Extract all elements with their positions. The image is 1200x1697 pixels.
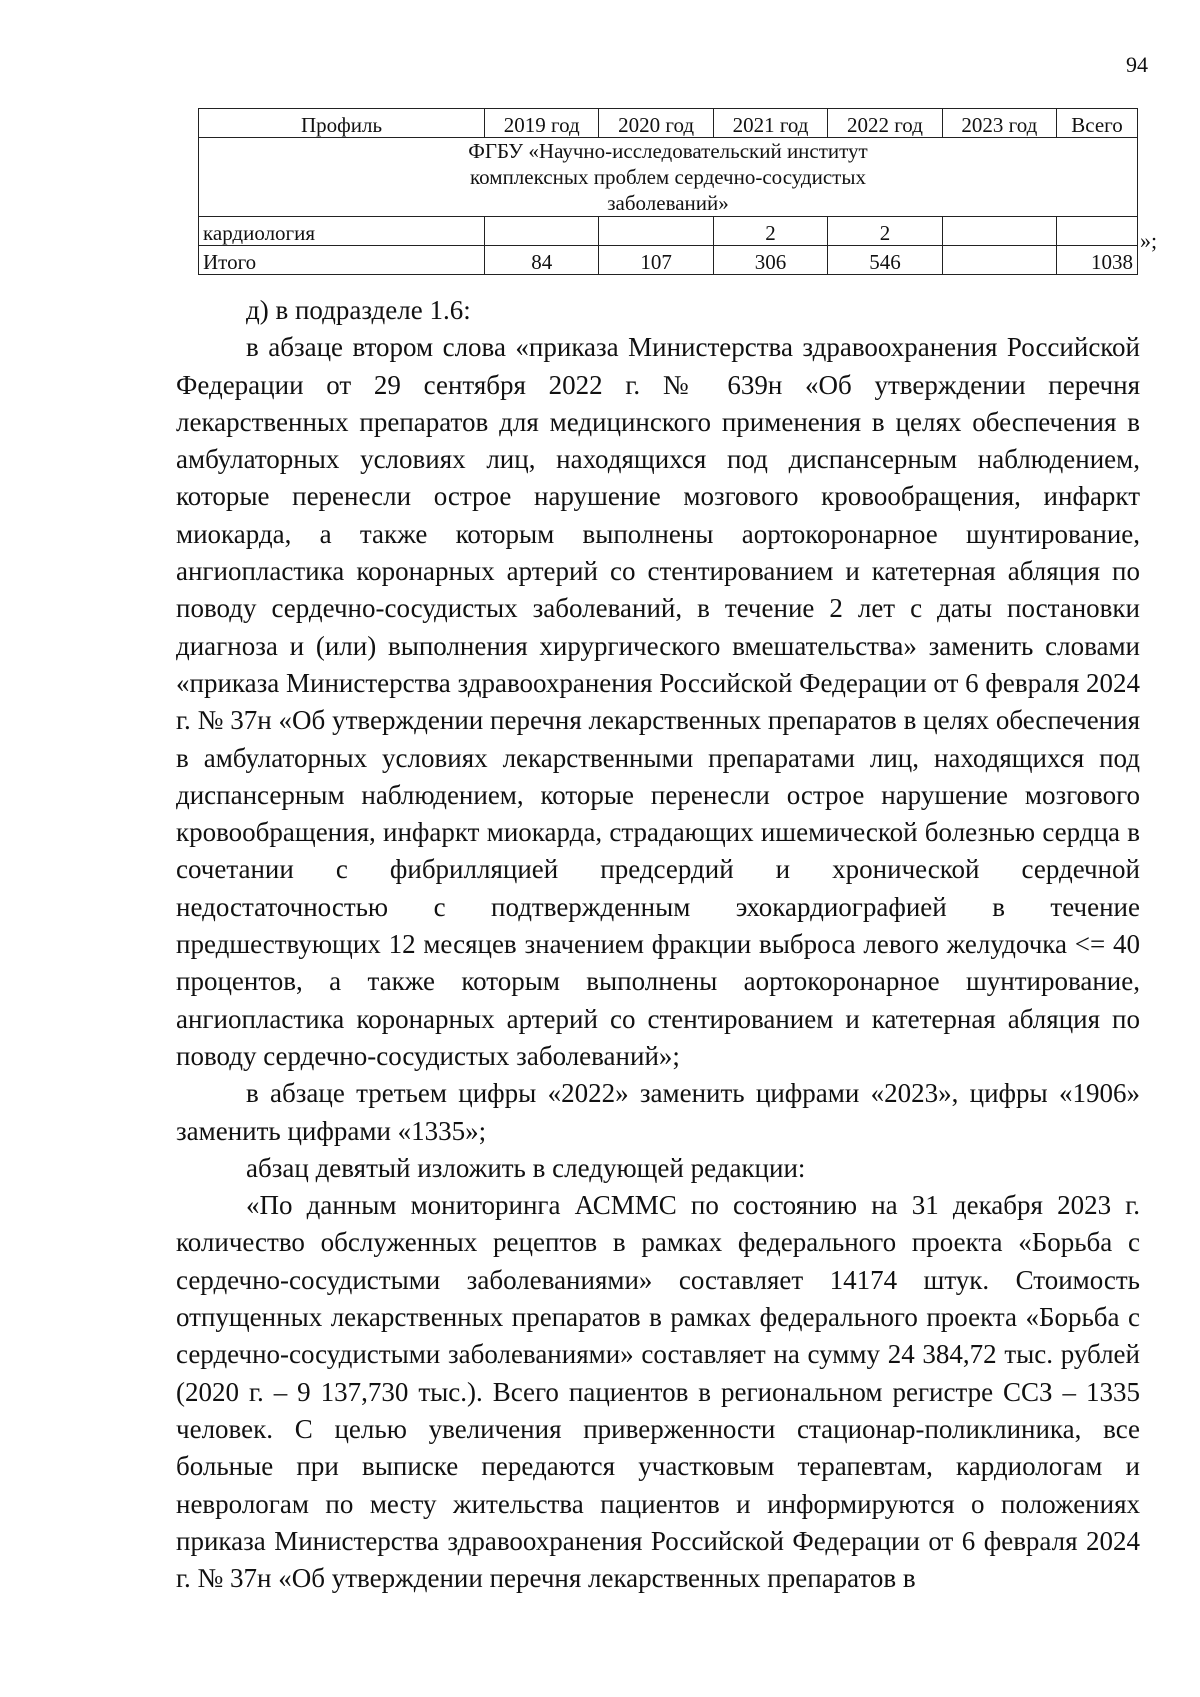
table-cell: 1038 [1057, 246, 1138, 275]
table-row [199, 217, 1138, 246]
table-cell [942, 217, 1056, 246]
table-header-cell: 2019 год [485, 109, 599, 138]
document-body [176, 292, 1140, 1597]
table-cell: кардиология [199, 217, 485, 246]
table-cell [485, 217, 599, 246]
paragraph: «По данным мониторинга АСММС по состоянию на 31 декабря 2023 г. количество обслуженных рецептов в рамках федерального проекта «Борьба с сердечно-сосудистыми заболеваниями» составляет 14174 штук. Стоимость отпущенных лекарственных препаратов в рамках федерального проекта «Борьба с сердечно-сосудистыми заболеваниями» составляет на сумму 24 384,72 тыс. рублей (2020 г. – 9 137,730 тыс.). Всего пациентов в региональном регистре ССЗ – 1335 человек. С целью увеличения приверженности стационар-поликлиника, все больные при выписке передаются участковым терапевтам, кардиологам и неврологам по месту жительства пациентов и информируются о положениях приказа Министерства здравоохранения Российской Федерации от 6 февраля 2024 г. № 37н «Об утверждении перечня лекарственных препаратов в [176, 1190, 1140, 1594]
table-header-cell: Всего [1057, 109, 1138, 138]
paragraph: в абзаце третьем цифры «2022» заменить цифрами «2023», цифры «1906» заменить цифрами «1335»; [176, 1078, 1140, 1146]
table-header-cell: 2020 год [599, 109, 713, 138]
paragraph: абзац девятый изложить в следующей редакции: [246, 1152, 806, 1183]
table-total-row [199, 246, 1138, 275]
table-cell [1057, 217, 1138, 246]
profile-table-container [198, 108, 1138, 275]
profile-table [198, 108, 1138, 275]
table-closing-quote: »; [1140, 228, 1158, 253]
table-header-cell: 2022 год [828, 109, 942, 138]
table-cell: 84 [485, 246, 599, 275]
table-cell [599, 217, 713, 246]
paragraph: д) в подразделе 1.6: [246, 295, 471, 325]
table-cell: 306 [713, 246, 827, 275]
table-header-cell: 2023 год [942, 109, 1056, 138]
table-header-row [199, 109, 1138, 138]
table-institution-row [199, 138, 1138, 217]
table-cell: 546 [828, 246, 942, 275]
page-number: 94 [1126, 52, 1148, 77]
table-header-cell: Профиль [199, 109, 485, 138]
table-header-cell: 2021 год [713, 109, 827, 138]
table-cell [942, 246, 1056, 275]
table-cell: 2 [713, 217, 827, 246]
table-cell: 107 [599, 246, 713, 275]
table-cell: Итого [199, 246, 485, 275]
table-cell: 2 [828, 217, 942, 246]
paragraph: в абзаце втором слова «приказа Министерства здравоохранения Российской Федерации от 29 сентября 2022 г. № 639н «Об утверждении перечня лекарственных препаратов для медицинского применения в целях обеспечения в амбулаторных условиях лиц, находящихся под диспансерным наблюдением, которые перенесли острое нарушение мозгового кровообращения, инфаркт миокарда, а также которым выполнены аортокоронарное шунтирование, ангиопластика коронарных артерий со стентированием и катетерная абляция по поводу сердечно-сосудистых заболеваний, в течение 2 лет с даты постановки диагноза и (или) выполнения хирургического вмешательства» заменить словами «приказа Министерства здравоохранения Российской Федерации от 6 февраля 2024 г. № 37н «Об утверждении перечня лекарственных препаратов в целях обеспечения в амбулаторных условиях лекарственными препаратами лиц, находящихся под диспансерным наблюдением, которые перенесли острое нарушение мозгового кровообращения, инфаркт миокарда, страдающих ишемической болезнью сердца в сочетании с фибрилляцией предсердий и хронической сердечной недостаточностью с подтвержденным эхокардиографией в течение предшествующих 12 месяцев значением фракции выброса левого желудочка <= 40 процентов, а также которым выполнены аортокоронарное шунтирование, ангиопластика коронарных артерий со стентированием и катетерная абляция по поводу сердечно-сосудистых заболеваний»; [176, 332, 1140, 1071]
institution-name: ФГБУ «Научно-исследовательский институт комплексных проблем сердечно-сосудистых заболеваний» [199, 138, 1138, 217]
